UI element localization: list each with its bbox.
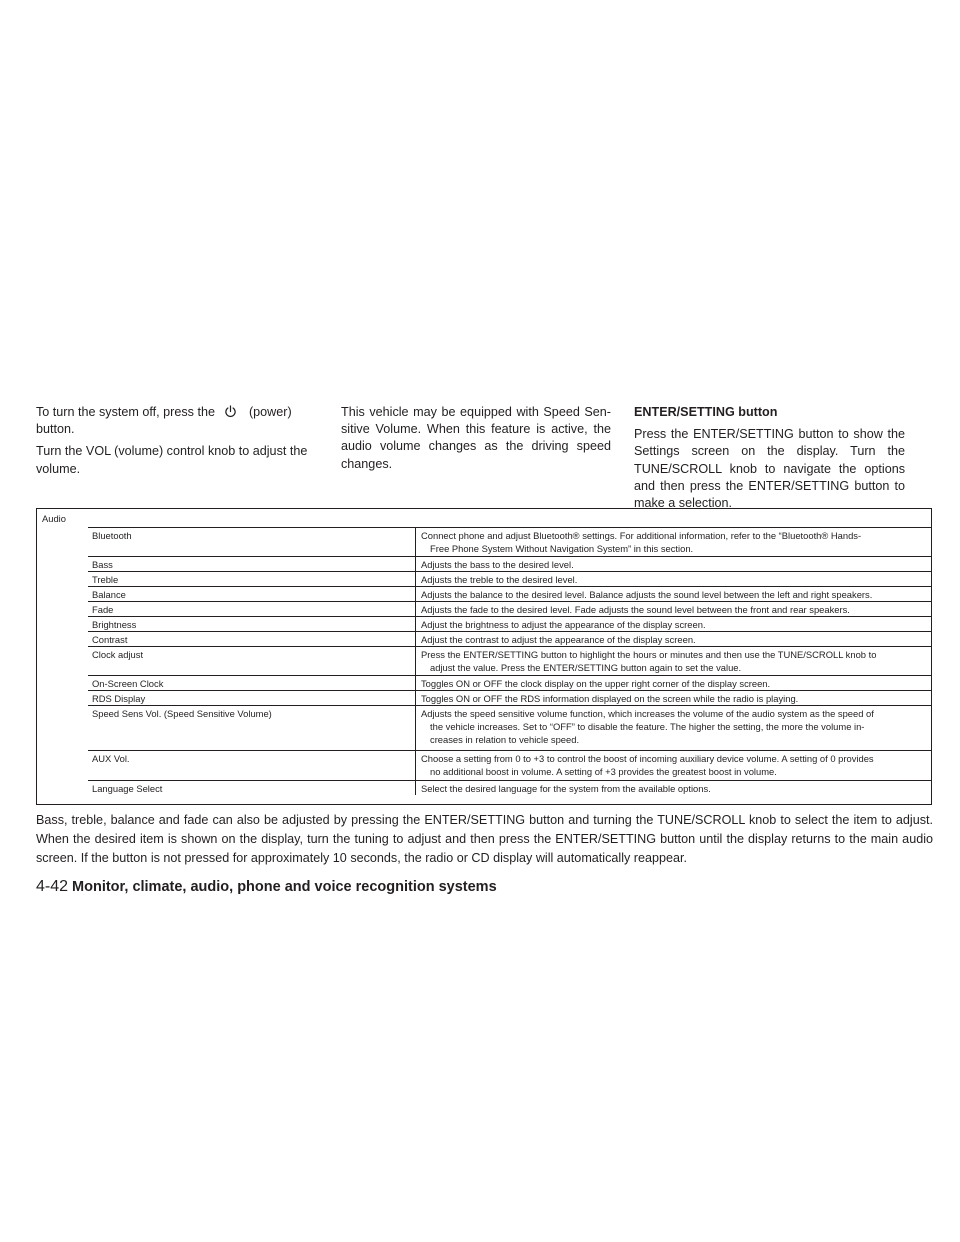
setting-description xyxy=(415,587,925,601)
page-number: 4-42 xyxy=(36,878,69,895)
description-line: Adjusts the balance to the desired level. Balance adjusts the sound level between the left and right speakers. xyxy=(421,589,873,600)
table-row xyxy=(88,646,931,675)
power-off-paragraph xyxy=(36,404,323,438)
setting-description xyxy=(415,572,925,586)
setting-name: AUX Vol. xyxy=(92,753,130,764)
description-line: Choose a setting from 0 to +3 to control the boost of incoming auxiliary device volume. A setting of 0 provides xyxy=(421,753,874,764)
table-row xyxy=(88,616,931,631)
setting-description xyxy=(415,528,925,556)
setting-name: Bass xyxy=(92,559,113,570)
table-row xyxy=(88,527,931,556)
table-row xyxy=(88,675,931,690)
speed-sensitive-paragraph: This vehicle may be equipped with Speed Sen-sitive Volume. When this feature is active, the audio volume changes as the driving speed changes. xyxy=(341,405,611,471)
description-line: Adjust the brightness to adjust the appearance of the display screen. xyxy=(421,619,706,630)
setting-description xyxy=(415,617,925,631)
table-row xyxy=(88,690,931,705)
description-line: adjust the value. Press the ENTER/SETTING button again to set the value. xyxy=(430,662,742,674)
description-line: Connect phone and adjust Bluetooth® settings. For additional information, refer to the “Bluetooth® Hands- xyxy=(421,530,862,541)
setting-description xyxy=(415,751,925,780)
table-row xyxy=(88,780,931,795)
setting-description xyxy=(415,781,925,795)
table-row xyxy=(88,705,931,750)
setting-description xyxy=(415,602,925,616)
page-footer xyxy=(36,878,497,896)
description-line: Select the desired language for the system from the available options. xyxy=(421,783,711,794)
description-line: no additional boost in volume. A setting of +3 provides the greatest boost in volume. xyxy=(430,766,777,778)
setting-name: Language Select xyxy=(92,783,163,794)
description-line: Adjusts the fade to the desired level. Fade adjusts the sound level between the front and rear speakers. xyxy=(421,604,850,615)
description-line: the vehicle increases. Set to “OFF” to disable the feature. The higher the setting, the more the volume in- xyxy=(430,721,865,733)
setting-name: Contrast xyxy=(92,634,128,645)
description-line: Toggles ON or OFF the RDS information displayed on the screen while the radio is playing. xyxy=(421,693,799,704)
column-2 xyxy=(341,404,611,478)
column-1 xyxy=(36,404,323,483)
setting-name: Speed Sens Vol. (Speed Sensitive Volume) xyxy=(92,708,272,719)
setting-description xyxy=(415,676,925,690)
table-header: Audio xyxy=(42,513,66,524)
power-text-after: (power) button. xyxy=(36,405,292,437)
table-row xyxy=(88,601,931,616)
setting-name: Clock adjust xyxy=(92,649,144,660)
description-line: Toggles ON or OFF the clock display on the upper right corner of the display screen. xyxy=(421,678,771,689)
table-rows xyxy=(88,527,931,804)
setting-description xyxy=(415,647,925,675)
enter-setting-heading: ENTER/SETTING button xyxy=(634,405,778,419)
setting-name: Brightness xyxy=(92,619,137,630)
setting-description xyxy=(415,557,925,571)
description-line: creases in relation to vehicle speed. xyxy=(430,734,580,746)
setting-name: Bluetooth xyxy=(92,530,132,541)
table-row xyxy=(88,586,931,601)
table-row xyxy=(88,556,931,571)
setting-name: On-Screen Clock xyxy=(92,678,164,689)
setting-name: Treble xyxy=(92,574,119,585)
description-line: Adjusts the bass to the desired level. xyxy=(421,559,574,570)
setting-description xyxy=(415,691,925,705)
description-line: Press the ENTER/SETTING button to highlight the hours or minutes and then use the TUNE/SCROLL knob to xyxy=(421,649,877,660)
table-row xyxy=(88,571,931,586)
description-line: Free Phone System Without Navigation System” in this section. xyxy=(430,543,694,555)
footer-paragraph: Bass, treble, balance and fade can also be adjusted by pressing the ENTER/SETTING button and turning the TUNE/SCROLL knob to select the item to adjust. When the desired item is shown on the display, turn the tuning to adjust and then press the ENTER/SETTING button until the display returns to the main audio screen. If the button is not pressed for approximately 10 seconds, the radio or CD display will automatically reappear. xyxy=(36,813,933,865)
setting-description xyxy=(415,706,925,750)
enter-setting-paragraph: Press the ENTER/SETTING button to show the Settings screen on the display. Turn the TUNE/SCROLL knob to navigate the options and then press the ENTER/SETTING button to make a selection. xyxy=(634,427,905,511)
audio-settings-table xyxy=(36,508,932,805)
description-line: Adjust the contrast to adjust the appearance of the display screen. xyxy=(421,634,696,645)
section-title: Monitor, climate, audio, phone and voice recognition systems xyxy=(72,879,497,895)
volume-paragraph: Turn the VOL (volume) control knob to adjust the volume. xyxy=(36,444,308,476)
column-3 xyxy=(634,404,905,517)
description-line: Adjusts the speed sensitive volume function, which increases the volume of the audio system as the speed of xyxy=(421,708,874,719)
power-icon xyxy=(224,405,237,418)
setting-name: Balance xyxy=(92,589,126,600)
setting-description xyxy=(415,632,925,646)
description-line: Adjusts the treble to the desired level. xyxy=(421,574,578,585)
table-row xyxy=(88,631,931,646)
setting-name: Fade xyxy=(92,604,114,615)
table-row xyxy=(88,750,931,780)
power-text-before: To turn the system off, press the xyxy=(36,405,215,419)
setting-name: RDS Display xyxy=(92,693,146,704)
